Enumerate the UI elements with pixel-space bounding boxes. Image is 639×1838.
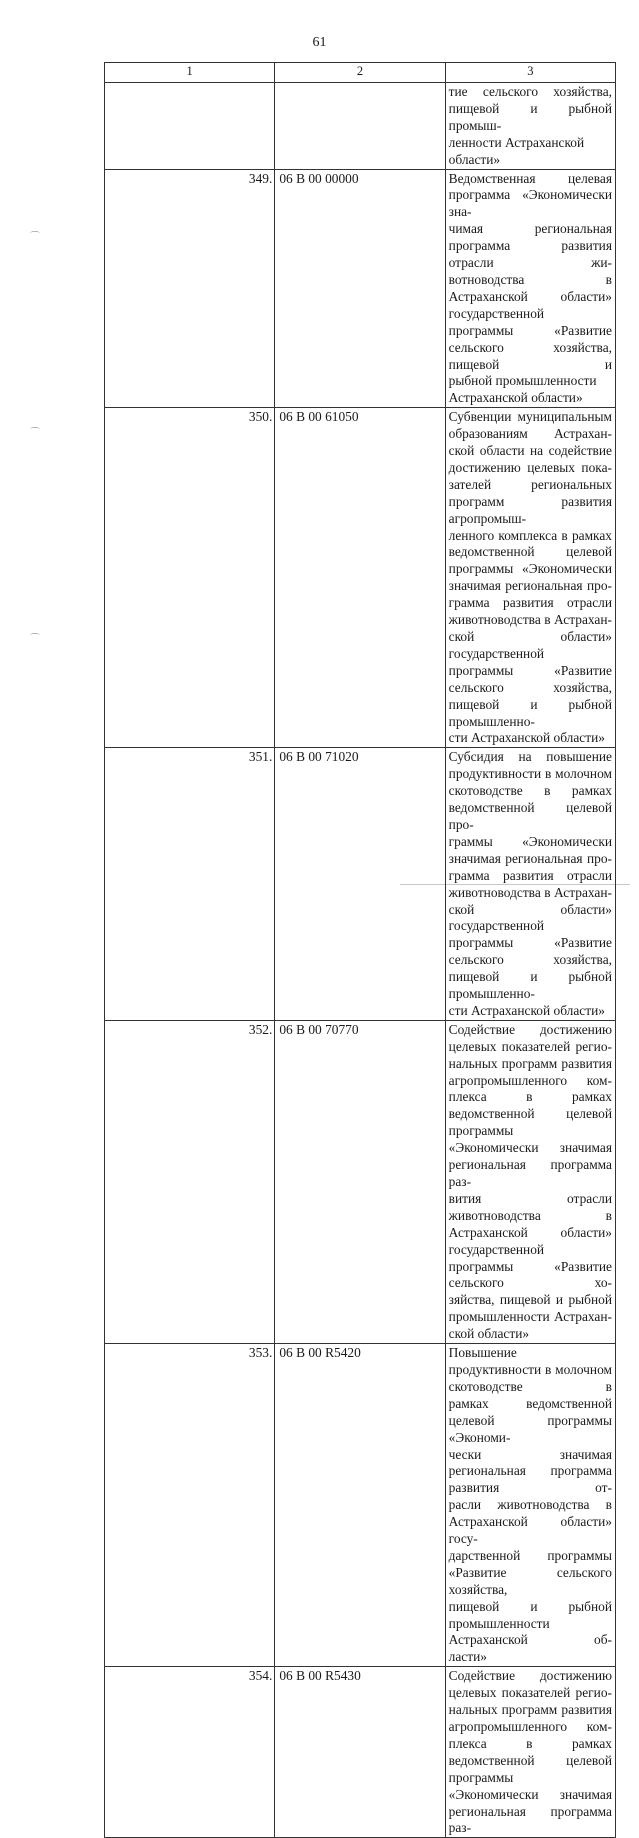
row-code-cell	[275, 83, 445, 170]
scan-speck: ⌒	[30, 428, 40, 439]
description-line: ленного комплекса в рамках ведомственной целевой	[448, 527, 612, 560]
table-row	[105, 1020, 616, 1343]
budget-classification-table	[104, 62, 616, 1838]
description-line: «Экономически значимая региональная программа раз-	[448, 1140, 612, 1189]
row-description-cell	[445, 169, 615, 408]
description-line: зателей региональных программ развития агропромыш-	[448, 476, 612, 526]
row-number-cell: 350.	[105, 408, 275, 748]
description-line: Субвенции муниципальным образованиям Астрахан-	[448, 409, 612, 442]
row-code-cell: 06 В 00 71020	[275, 748, 445, 1021]
row-number-cell: 353.	[105, 1344, 275, 1667]
description-line: Содействие достижению целевых показателей регио-	[448, 1021, 612, 1054]
description-line: Повышение продуктивности в молочном скотоводстве в	[448, 1345, 612, 1394]
description-line: вотноводства в Астраханской области» государственной	[448, 271, 612, 321]
row-description-cell	[445, 408, 615, 748]
description-line: программы «Экономически значимая региональная про-	[448, 561, 612, 594]
table-row	[105, 1344, 616, 1667]
description-line: сти Астраханской области»	[448, 1002, 605, 1018]
description-line: рамках ведомственной целевой программы «Экономи-	[448, 1395, 612, 1445]
description-line: рыбной промышленности Астраханской области»	[448, 373, 597, 406]
description-line: «Экономически значимая региональная программа раз-	[448, 1786, 612, 1836]
description-line: расли животноводства в Астраханской области» госу-	[448, 1497, 612, 1547]
row-description-cell	[445, 1344, 615, 1667]
table-row	[105, 169, 616, 408]
description-line: тие сельского хозяйства, пищевой и рыбной промыш-	[448, 84, 612, 133]
row-description-cell	[445, 1020, 615, 1343]
description-line: программы «Развитие сельского хозяйства, пищевой и	[448, 322, 612, 372]
description-line: грамма развития отрасли животноводства в Астрахан-	[448, 595, 612, 628]
description-line: плекса в рамках ведомственной целевой программы	[448, 1735, 612, 1785]
description-line: Ведомственная целевая программа «Экономически зна-	[448, 170, 612, 220]
description-line: нальных программ развития агропромышленного ком-	[448, 1702, 612, 1734]
description-line: государственной программы «Развитие сельского хо-	[448, 1241, 612, 1291]
header-col-2: 2	[275, 63, 445, 83]
description-line: плекса в рамках ведомственной целевой программы	[448, 1089, 612, 1139]
page-number: 61	[312, 35, 327, 50]
table-row	[105, 1667, 616, 1838]
row-code-cell: 06 В 00 R5420	[275, 1344, 445, 1667]
description-line: скотоводстве в рамках ведомственной целевой про-	[448, 783, 612, 832]
description-line: Содействие достижению целевых показателей регио-	[448, 1668, 612, 1701]
row-code-cell: 06 В 00 70770	[275, 1020, 445, 1343]
description-line: сельского хозяйства, пищевой и рыбной промышленно-	[448, 679, 612, 729]
description-line: ласти»	[448, 1649, 487, 1665]
description-line: ской области» государственной программы «Развитие	[448, 901, 612, 951]
description-line: дарственной программы «Развитие сельского хозяйства,	[448, 1547, 612, 1597]
scan-speck: ⌒	[30, 232, 40, 243]
scan-speck: ⌒	[30, 634, 40, 645]
description-line: чимая региональная программа развития отрасли жи-	[448, 221, 612, 271]
description-line: ленности Астраханской области»	[448, 134, 585, 167]
description-line: ской области» государственной программы «Развитие	[448, 629, 612, 678]
description-line: Субсидия на повышение продуктивности в молочном	[448, 749, 612, 782]
table-row-continuation	[105, 83, 616, 170]
row-code-cell: 06 В 00 R5430	[275, 1667, 445, 1838]
row-description-cell	[445, 1667, 615, 1838]
description-line: нальных программ развития агропромышленного ком-	[448, 1055, 612, 1088]
header-col-3: 3	[445, 63, 615, 83]
table-header-row	[105, 63, 616, 83]
table-row	[105, 748, 616, 1021]
description-line: зяйства, пищевой и рыбной промышленности Астрахан-	[448, 1292, 612, 1325]
row-code-cell: 06 В 00 00000	[275, 169, 445, 408]
table-row	[105, 408, 616, 748]
description-line: ской области на содействие достижению целевых пока-	[448, 443, 612, 475]
row-number-cell	[105, 83, 275, 170]
description-line: пищевой и рыбной промышленности Астраханской об-	[448, 1598, 612, 1648]
description-line: сельского хозяйства, пищевой и рыбной промышленно-	[448, 952, 612, 1002]
description-line: ской области»	[448, 1326, 530, 1342]
row-description-cell	[445, 83, 615, 170]
header-col-1: 1	[105, 63, 275, 83]
description-line: чески значимая региональная программа развития от-	[448, 1446, 612, 1496]
row-code-cell: 06 В 00 61050	[275, 408, 445, 748]
description-line: вития отрасли животноводства в Астраханской области»	[448, 1190, 612, 1240]
row-number-cell: 351.	[105, 748, 275, 1021]
description-line: граммы «Экономически значимая региональная про-	[448, 833, 612, 866]
row-number-cell: 352.	[105, 1020, 275, 1343]
row-number-cell: 354.	[105, 1667, 275, 1838]
row-number-cell: 349.	[105, 169, 275, 408]
description-line: сти Астраханской области»	[448, 730, 605, 746]
row-description-cell	[445, 748, 615, 1021]
description-line: грамма развития отрасли животноводства в Астрахан-	[448, 867, 612, 900]
